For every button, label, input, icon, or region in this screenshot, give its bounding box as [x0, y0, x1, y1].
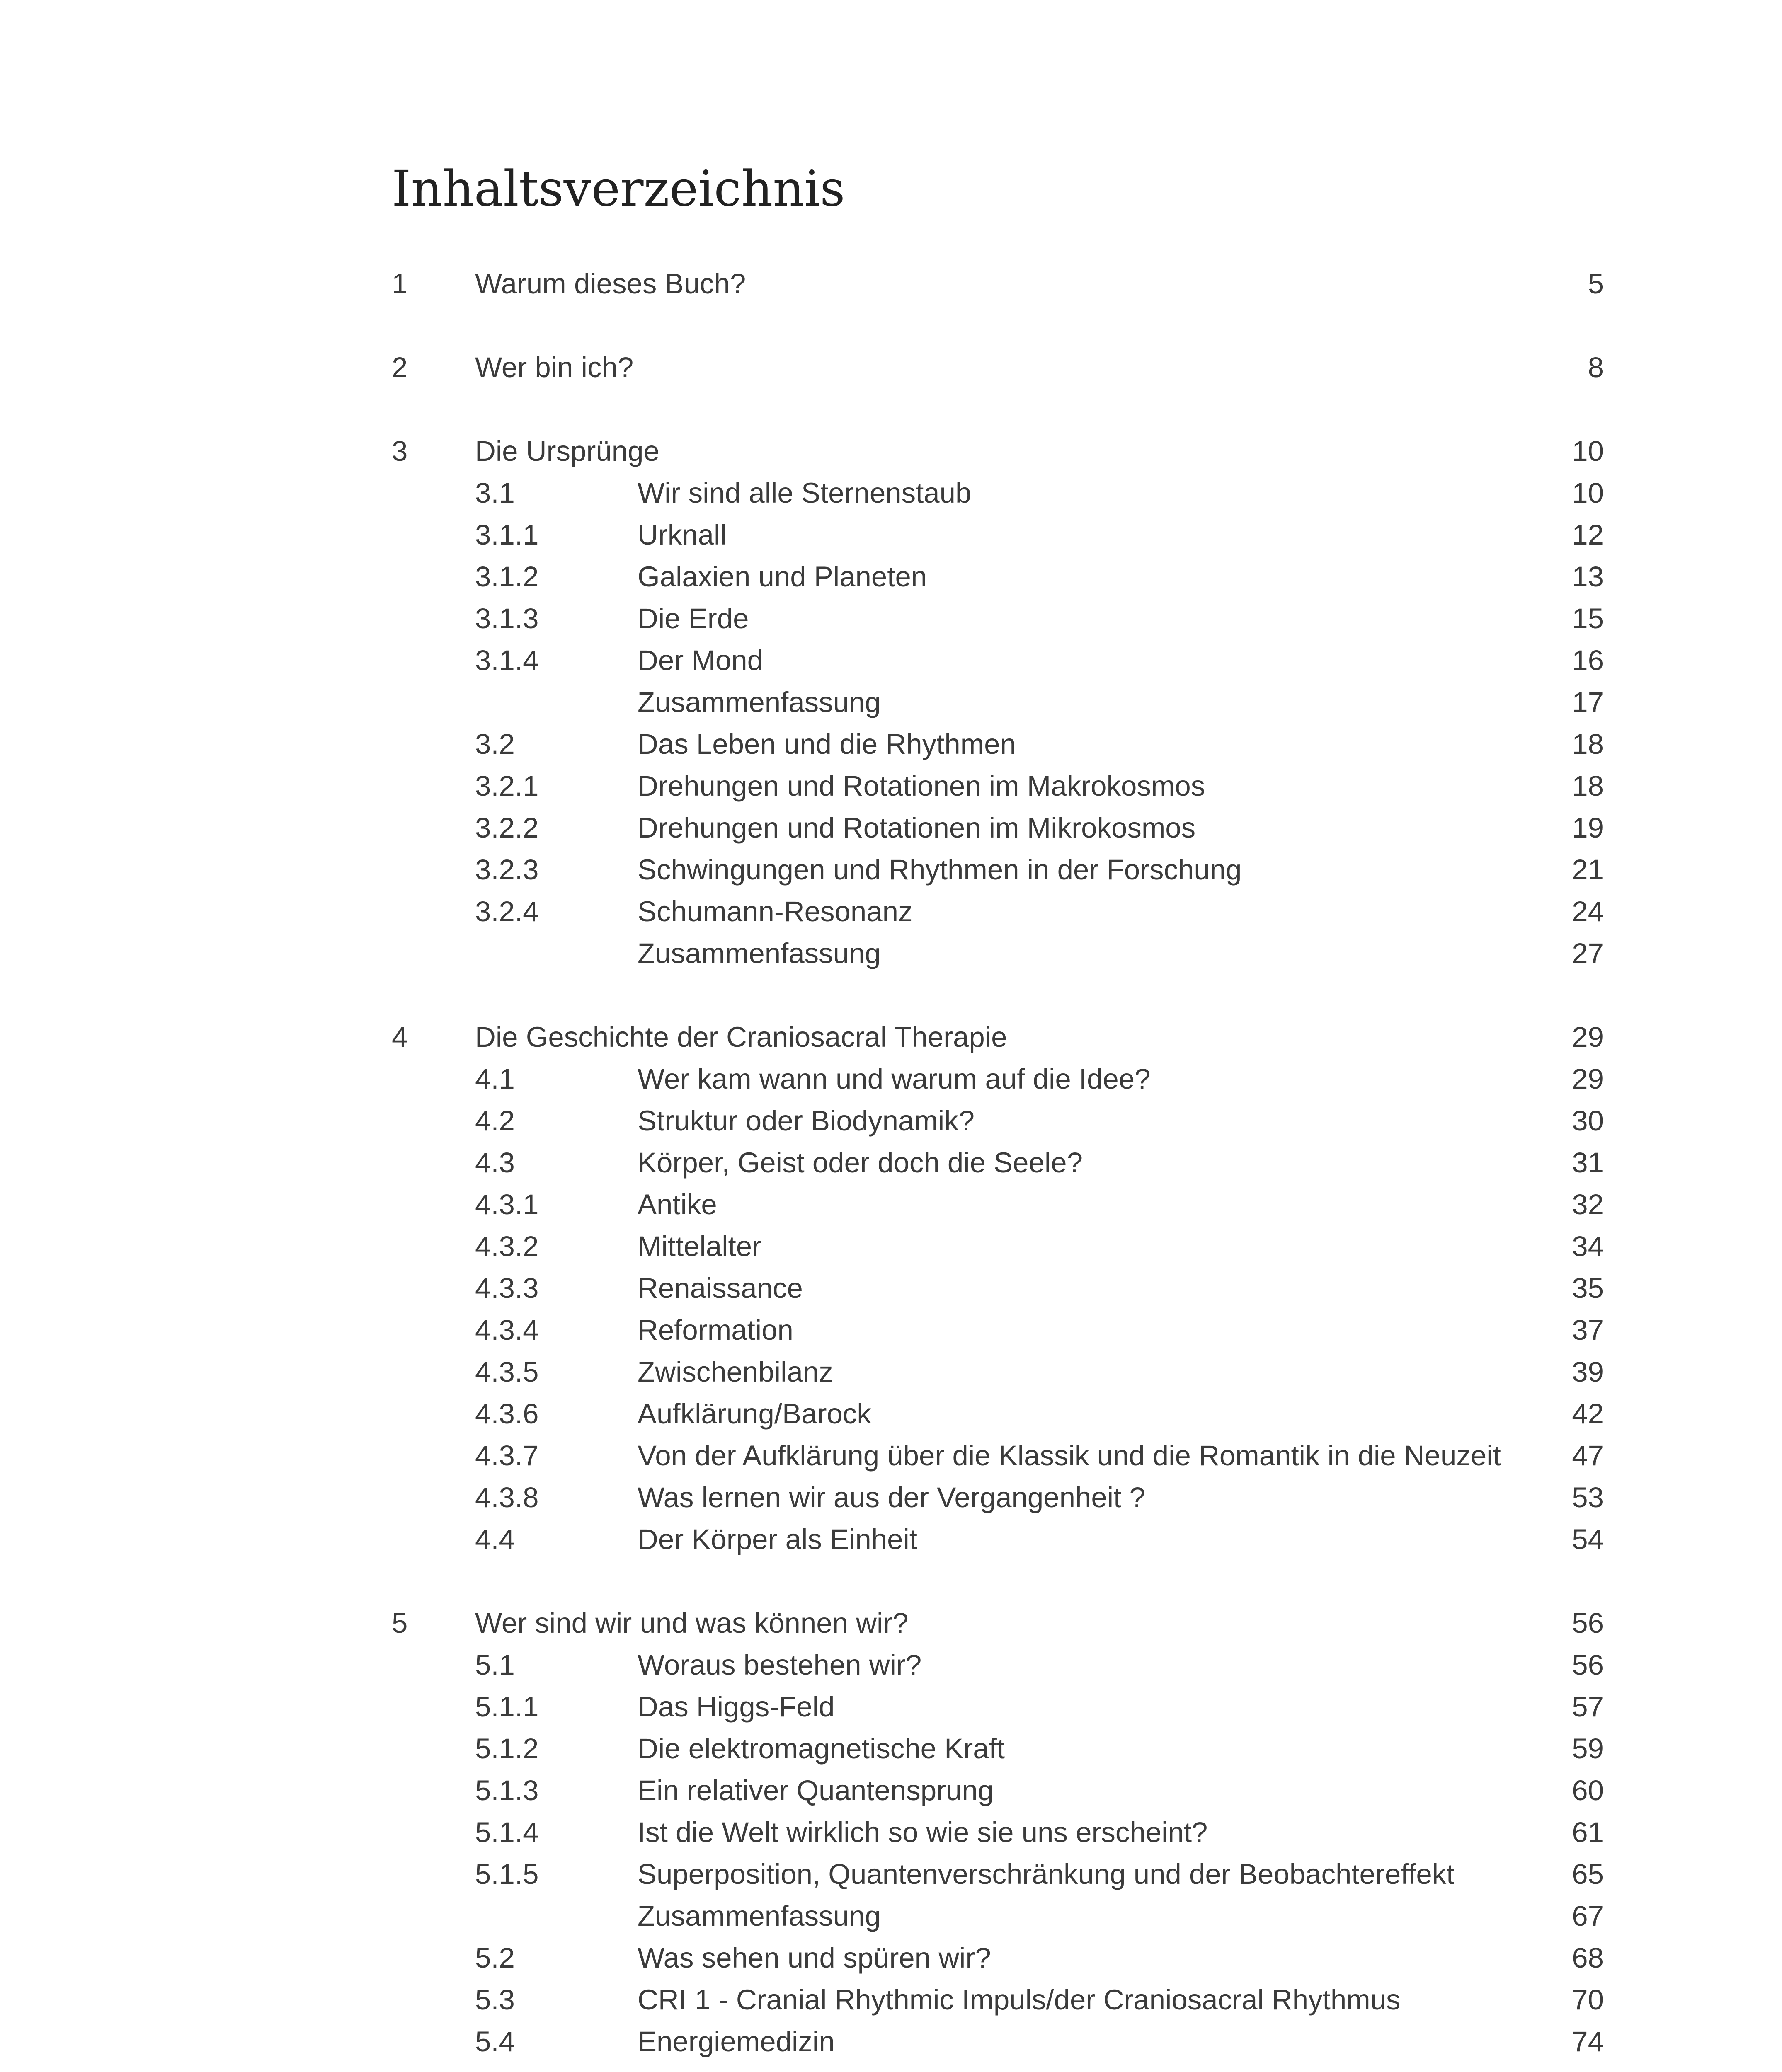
toc-entry-title: Energiemedizin	[638, 2026, 835, 2057]
toc-section-row	[0, 1895, 1782, 1937]
toc-entry-title: Zusammenfassung	[638, 686, 881, 718]
toc-section-row	[0, 1519, 1782, 1560]
toc-entry-title: Von der Aufklärung über die Klassik und die Romantik in die Neuzeit	[638, 1440, 1501, 1472]
toc-section-row	[0, 1728, 1782, 1769]
toc-entry-page: 18	[1572, 770, 1604, 802]
toc-entry-number: 5.1.3	[475, 1774, 539, 1806]
toc-entry-title: Die Erde	[638, 603, 749, 634]
toc-entry-number: 3.2.2	[475, 812, 539, 844]
toc-entry-page: 65	[1572, 1858, 1604, 1890]
toc-entry-number: 4.3.5	[475, 1356, 539, 1388]
toc-entry-number: 3.1.1	[475, 519, 539, 551]
toc-entry-number: 5.1.1	[475, 1691, 539, 1723]
toc-entry-page: 47	[1572, 1440, 1604, 1472]
toc-section-row	[0, 724, 1782, 765]
toc-entry-page: 18	[1572, 728, 1604, 760]
toc-entry-page: 24	[1572, 896, 1604, 927]
toc-entry-page: 74	[1572, 2026, 1604, 2057]
toc-entry-page: 29	[1572, 1063, 1604, 1095]
toc-entry-page: 35	[1572, 1272, 1604, 1304]
toc-entry-title: CRI 1 - Cranial Rhythmic Impuls/der Craniosacral Rhythmus	[638, 1984, 1401, 2016]
toc-entry-number: 5.1.5	[475, 1858, 539, 1890]
toc-entry-number: 3.2.1	[475, 770, 539, 802]
toc-entry-page: 21	[1572, 854, 1604, 886]
toc-section-row	[0, 1477, 1782, 1518]
toc-section-row	[0, 1100, 1782, 1142]
toc-entry-page: 37	[1572, 1314, 1604, 1346]
toc-entry-number: 4.2	[475, 1105, 515, 1137]
toc-entry-number: 3	[392, 435, 408, 467]
toc-entry-number: 4.3.3	[475, 1272, 539, 1304]
toc-entry-number: 3.2	[475, 728, 515, 760]
toc-section-row	[0, 1351, 1782, 1393]
toc-entry-number: 4.3.7	[475, 1440, 539, 1472]
toc-section-row	[0, 849, 1782, 891]
toc-entry-title: Zwischenbilanz	[638, 1356, 833, 1388]
toc-section-row	[0, 1058, 1782, 1100]
toc-entry-number: 5.4	[475, 2026, 515, 2057]
toc-entry-page: 42	[1572, 1398, 1604, 1430]
toc-entry-title: Was sehen und spüren wir?	[638, 1942, 991, 1974]
toc-entry-title: Was lernen wir aus der Vergangenheit ?	[638, 1481, 1145, 1513]
toc-entry-title: Das Leben und die Rhythmen	[638, 728, 1016, 760]
toc-entry-title: Zusammenfassung	[638, 937, 881, 969]
toc-entry-title: Reformation	[638, 1314, 793, 1346]
toc-entry-page: 5	[1588, 268, 1604, 300]
toc-section-row	[0, 1435, 1782, 1477]
toc-entry-number: 4.3.1	[475, 1188, 539, 1220]
toc-entry-title: Wer bin ich?	[475, 351, 634, 383]
toc-entry-number: 4.3.8	[475, 1481, 539, 1513]
toc-entry-title: Zusammenfassung	[638, 1900, 881, 1932]
toc-entry-number: 4.3.4	[475, 1314, 539, 1346]
toc-entry-number: 5.1.2	[475, 1733, 539, 1765]
toc-section-row	[0, 765, 1782, 807]
toc-entry-number: 3.1	[475, 477, 515, 509]
toc-entry-number: 5.1.4	[475, 1816, 539, 1848]
toc-entry-title: Urknall	[638, 519, 727, 551]
toc-entry-title: Woraus bestehen wir?	[638, 1649, 922, 1681]
toc-entry-page: 67	[1572, 1900, 1604, 1932]
toc-entry-title: Antike	[638, 1188, 717, 1220]
toc-entry-page: 16	[1572, 644, 1604, 676]
toc-entry-number: 4.1	[475, 1063, 515, 1095]
toc-entry-title: Der Körper als Einheit	[638, 1523, 917, 1555]
toc-entry-title: Ein relativer Quantensprung	[638, 1774, 994, 1806]
toc-chapter-row	[0, 347, 1782, 388]
toc-entry-page: 56	[1572, 1649, 1604, 1681]
toc-entry-page: 19	[1572, 812, 1604, 844]
toc-section-row	[0, 1854, 1782, 1895]
toc-entry-title: Körper, Geist oder doch die Seele?	[638, 1147, 1083, 1179]
toc-entry-page: 17	[1572, 686, 1604, 718]
toc-entry-page: 29	[1572, 1021, 1604, 1053]
toc-entry-number: 5.1	[475, 1649, 515, 1681]
toc-section-row	[0, 1393, 1782, 1435]
toc-entry-title: Wer sind wir und was können wir?	[475, 1607, 909, 1639]
toc-entry-page: 30	[1572, 1105, 1604, 1137]
toc-entry-page: 10	[1572, 435, 1604, 467]
toc-entry-page: 70	[1572, 1984, 1604, 2016]
toc-entry-page: 57	[1572, 1691, 1604, 1723]
toc-entry-title: Mittelalter	[638, 1230, 762, 1262]
toc-section-row	[0, 472, 1782, 514]
toc-entry-page: 32	[1572, 1188, 1604, 1220]
toc-entry-page: 53	[1572, 1481, 1604, 1513]
toc-entry-title: Drehungen und Rotationen im Mikrokosmos	[638, 812, 1196, 844]
toc-chapter-row	[0, 1017, 1782, 1058]
toc-entry-title: Das Higgs-Feld	[638, 1691, 835, 1723]
toc-section-row	[0, 640, 1782, 681]
toc-entry-title: Die Geschichte der Craniosacral Therapie	[475, 1021, 1007, 1053]
toc-entry-page: 68	[1572, 1942, 1604, 1974]
toc-entry-page: 54	[1572, 1523, 1604, 1555]
toc-entry-page: 8	[1588, 351, 1604, 383]
toc-entry-title: Ist die Welt wirklich so wie sie uns erscheint?	[638, 1816, 1208, 1848]
toc-section-row	[0, 1184, 1782, 1225]
toc-entry-page: 15	[1572, 603, 1604, 634]
toc-section-row	[0, 598, 1782, 639]
toc-entry-title: Aufklärung/Barock	[638, 1398, 871, 1430]
toc-entry-page: 12	[1572, 519, 1604, 551]
toc-entry-title: Schumann-Resonanz	[638, 896, 913, 927]
toc-chapter-row	[0, 263, 1782, 305]
toc-entry-title: Renaissance	[638, 1272, 803, 1304]
toc-section-row	[0, 1142, 1782, 1184]
toc-section-row	[0, 556, 1782, 598]
toc-entry-title: Schwingungen und Rhythmen in der Forschung	[638, 854, 1242, 886]
toc-section-row	[0, 1268, 1782, 1309]
toc-entry-number: 3.1.4	[475, 644, 539, 676]
page-title: Inhaltsverzeichnis	[392, 160, 845, 217]
toc-entry-number: 4.3.2	[475, 1230, 539, 1262]
toc-section-row	[0, 1770, 1782, 1811]
toc-entry-page: 27	[1572, 937, 1604, 969]
toc-section-row	[0, 1226, 1782, 1267]
toc-section-row	[0, 933, 1782, 974]
toc-section-row	[0, 1812, 1782, 1853]
toc-entry-number: 4	[392, 1021, 408, 1053]
toc-entry-page: 61	[1572, 1816, 1604, 1848]
toc-entry-number: 5	[392, 1607, 408, 1639]
toc-entry-page: 10	[1572, 477, 1604, 509]
toc-entry-title: Superposition, Quantenverschränkung und der Beobachtereffekt	[638, 1858, 1455, 1890]
toc-entry-title: Die elektromagnetische Kraft	[638, 1733, 1005, 1765]
toc-entry-number: 5.3	[475, 1984, 515, 2016]
toc-entry-number: 4.3	[475, 1147, 515, 1179]
toc-section-row	[0, 1644, 1782, 1686]
toc-entry-title: Warum dieses Buch?	[475, 268, 746, 300]
toc-entry-title: Der Mond	[638, 644, 763, 676]
toc-entry-page: 34	[1572, 1230, 1604, 1262]
toc-section-row	[0, 514, 1782, 556]
toc-entry-number: 3.2.4	[475, 896, 539, 927]
toc-section-row	[0, 1310, 1782, 1351]
toc-entry-page: 13	[1572, 561, 1604, 593]
toc-entry-title: Wer kam wann und warum auf die Idee?	[638, 1063, 1151, 1095]
toc-chapter-row	[0, 1602, 1782, 1644]
toc-entry-page: 56	[1572, 1607, 1604, 1639]
toc-entry-number: 3.2.3	[475, 854, 539, 886]
toc-entry-number: 2	[392, 351, 408, 383]
toc-entry-page: 39	[1572, 1356, 1604, 1388]
toc-entry-title: Drehungen und Rotationen im Makrokosmos	[638, 770, 1205, 802]
toc-section-row	[0, 1937, 1782, 1979]
toc-entry-number: 3.1.3	[475, 603, 539, 634]
toc-entry-number: 1	[392, 268, 408, 300]
toc-section-row	[0, 807, 1782, 849]
toc-section-row	[0, 2021, 1782, 2062]
toc-entry-title: Die Ursprünge	[475, 435, 659, 467]
toc-section-row	[0, 1686, 1782, 1728]
toc-entry-page: 59	[1572, 1733, 1604, 1765]
toc-entry-title: Wir sind alle Sternenstaub	[638, 477, 972, 509]
toc-entry-page: 31	[1572, 1147, 1604, 1179]
toc-entry-page: 60	[1572, 1774, 1604, 1806]
toc-entry-number: 4.4	[475, 1523, 515, 1555]
toc-entry-number: 4.3.6	[475, 1398, 539, 1430]
toc-entry-title: Struktur oder Biodynamik?	[638, 1105, 975, 1137]
toc-section-row	[0, 891, 1782, 932]
toc-section-row	[0, 1979, 1782, 2021]
toc-section-row	[0, 682, 1782, 723]
toc-chapter-row	[0, 431, 1782, 472]
toc-entry-title: Galaxien und Planeten	[638, 561, 927, 593]
toc-entry-number: 3.1.2	[475, 561, 539, 593]
toc-entry-number: 5.2	[475, 1942, 515, 1974]
